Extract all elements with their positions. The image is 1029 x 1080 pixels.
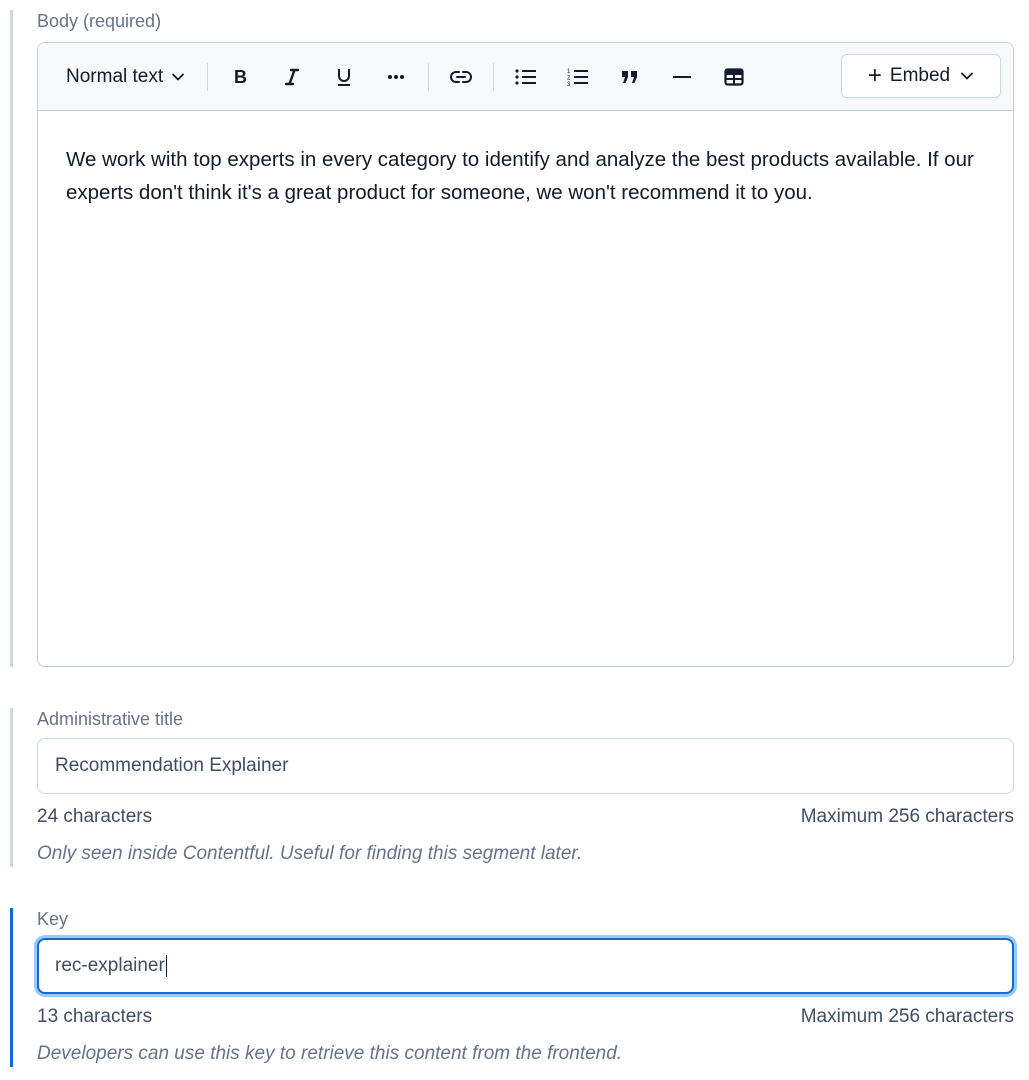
key-input[interactable] xyxy=(37,938,1014,994)
quote-icon xyxy=(621,70,639,84)
administrative-title-value: Recommendation Explainer xyxy=(55,755,289,776)
body-field xyxy=(10,10,1011,667)
chevron-down-icon xyxy=(171,70,185,84)
embed-button[interactable] xyxy=(841,54,1001,98)
more-button[interactable] xyxy=(376,59,416,95)
table-icon xyxy=(724,68,744,86)
embed-label: Embed xyxy=(889,65,951,86)
quote-button[interactable] xyxy=(610,59,650,95)
administrative-title-input[interactable] xyxy=(37,738,1014,794)
administrative-title-label: Administrative title xyxy=(37,709,184,729)
administrative-title-meta xyxy=(37,806,1014,828)
svg-text:2: 2 xyxy=(567,75,571,81)
underline-button[interactable] xyxy=(324,59,364,95)
italic-button[interactable] xyxy=(272,59,312,95)
bold-button[interactable] xyxy=(220,59,260,95)
more-horizontal-icon xyxy=(387,74,405,80)
bulleted-list-icon xyxy=(515,68,537,86)
underline-icon xyxy=(336,67,352,87)
chevron-down-icon xyxy=(960,69,974,83)
bulleted-list-button[interactable] xyxy=(506,59,546,95)
bold-icon xyxy=(232,68,248,86)
numbered-list-icon xyxy=(567,67,589,87)
horizontal-rule-icon xyxy=(672,75,692,79)
key-field xyxy=(10,908,1014,1067)
table-button[interactable] xyxy=(714,59,754,95)
svg-text:3: 3 xyxy=(567,81,571,87)
text-style-dropdown[interactable] xyxy=(56,60,195,94)
editor-content[interactable] xyxy=(38,111,1013,241)
body-label: Body (required) xyxy=(37,11,162,31)
administrative-title-field xyxy=(10,708,1014,867)
max-chars: Maximum 256 characters xyxy=(800,1006,1014,1027)
rich-text-editor xyxy=(37,42,1014,667)
link-icon xyxy=(450,70,472,84)
plus-icon: + xyxy=(867,62,882,89)
numbered-list-button[interactable] xyxy=(558,59,598,95)
char-count: 24 characters xyxy=(37,806,153,827)
help-text: Developers can use this key to retrieve this content from the frontend. xyxy=(37,1043,623,1064)
editor-toolbar xyxy=(38,43,1013,111)
toolbar-divider xyxy=(493,63,494,91)
key-value: rec-explainer xyxy=(55,955,165,976)
svg-text:1: 1 xyxy=(567,68,571,75)
text-cursor xyxy=(166,955,168,977)
editor-paragraph: We work with top experts in every category to identify and analyze the best products available. If our experts don't think it's a great product for someone, we won't recommend it to you. xyxy=(66,148,974,204)
toolbar-divider xyxy=(428,63,429,91)
italic-icon xyxy=(284,68,300,86)
text-style-label: Normal text xyxy=(66,65,164,87)
help-text: Only seen inside Contentful. Useful for finding this segment later. xyxy=(37,843,583,864)
horizontal-rule-button[interactable] xyxy=(662,59,702,95)
max-chars: Maximum 256 characters xyxy=(800,806,1014,827)
svg-text:B: B xyxy=(234,67,248,86)
toolbar-divider xyxy=(207,63,208,91)
link-button[interactable] xyxy=(441,59,481,95)
key-label: Key xyxy=(37,909,69,929)
key-meta xyxy=(37,1006,1014,1028)
char-count: 13 characters xyxy=(37,1006,153,1027)
